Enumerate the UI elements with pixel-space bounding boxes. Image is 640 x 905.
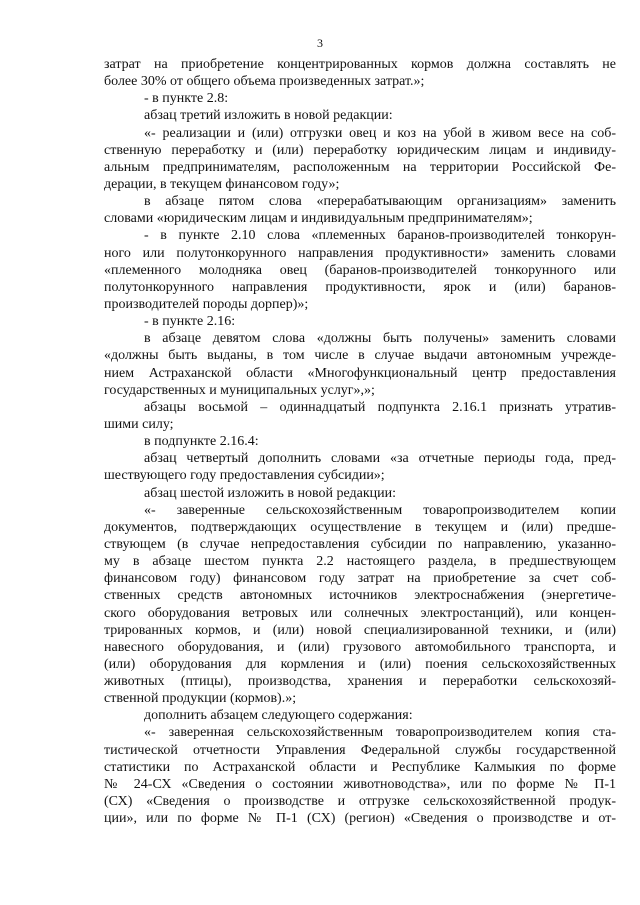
text-line: в подпункте 2.16.4:	[144, 434, 259, 450]
text-line: государственных и муниципальных услуг»,»;	[104, 382, 375, 398]
text-line: в абзаце девятом слова «должны быть получены» заменить словами	[144, 331, 616, 347]
text-line: «племенного молодняка овец (баранов-производителей тонкорунного или	[104, 262, 616, 278]
text-line: «- заверенные сельскохозяйственным товаропроизводителем копии	[144, 502, 616, 518]
text-line: ственную переработку и (или) переработку юридическим лицам и индивиду-	[104, 142, 616, 158]
text-line: более 30% от общего объема произведенных затрат.»;	[104, 74, 425, 90]
text-line: финансовом году) финансовом году затрат на приобретение за счет соб-	[104, 571, 616, 587]
text-line: абзац четвертый дополнить словами «за отчетные периоды года, пред-	[144, 451, 616, 467]
text-line: шествующего году предоставления субсидии»;	[104, 468, 385, 484]
text-line: - в пункте 2.10 слова «племенных баранов-производителей тонкорун-	[144, 228, 616, 244]
text-line: в абзаце пятом слова «перерабатывающим организациям» заменить	[144, 194, 616, 210]
text-line: шими силу;	[104, 416, 174, 432]
text-line: ственных средств автономных источников электроснабжения (энергетиче-	[104, 588, 616, 604]
text-line: документов, подтверждающих осуществление в текущем и (или) предше-	[104, 519, 616, 535]
text-line: трированных кормов, и (или) новой специализированной техники, и (или)	[104, 622, 616, 638]
text-line: нием Астраханской области «Многофункциональный центр предоставления	[104, 365, 616, 381]
text-line: абзацы восьмой – одиннадцатый подпункта 2.16.1 признать утратив-	[144, 399, 616, 415]
text-line: дерации, в текущем финансовом году»;	[104, 176, 340, 192]
text-line: ского оборудования ветровых или солнечных электростанций), или концен-	[104, 605, 616, 621]
text-line: ции», или по форме № П-1 (СХ) (регион) «Сведения о производстве и от-	[104, 811, 616, 827]
text-line: абзац шестой изложить в новой редакции:	[144, 485, 397, 501]
text-line: му в абзаце шестом пункта 2.2 настоящего раздела, в предшествующем	[104, 554, 616, 570]
text-line: «- реализации и (или) отгрузки овец и коз на убой в живом весе на соб-	[144, 125, 616, 141]
text-line: статистики по Астраханской области и Республике Калмыкия по форме	[104, 759, 616, 775]
page-number: 3	[317, 36, 323, 50]
text-line: затрат на приобретение концентрированных кормов должна составлять не	[104, 57, 616, 72]
text-line: ственной продукции (кормов).»;	[104, 691, 297, 707]
text-line: (или) оборудования для кормления и (или) поения сельскохозяйственных	[104, 656, 616, 672]
text-line: ствующем (в случае непредоставления субсидии по направлению, указанно-	[104, 536, 616, 552]
document-body	[104, 56, 616, 827]
text-line: «должны быть выданы, в том числе в случае выдачи автономным учрежде-	[104, 348, 616, 364]
text-line: - в пункте 2.8:	[144, 91, 229, 107]
text-line: словами «юридическим лицам и индивидуальным предпринимателям»;	[104, 211, 533, 227]
text-line: тистической отчетности Управления Федеральной службы государственной	[104, 742, 616, 758]
text-line: - в пункте 2.16:	[144, 314, 236, 330]
text-line: № 24-СХ «Сведения о состоянии животноводства», или по форме № П-1	[104, 776, 616, 792]
text-line: дополнить абзацем следующего содержания:	[144, 708, 413, 724]
text-line: абзац третий изложить в новой редакции:	[144, 108, 393, 124]
text-line: альным предпринимателям, расположенным на территории Российской Фе-	[104, 159, 616, 175]
text-line: животных (птицы), производства, хранения и переработки сельскохозяй-	[104, 674, 616, 690]
text-line: ного или полутонкорунного направления продуктивности» заменить словами	[104, 245, 616, 261]
text-line: навесного оборудования, и (или) грузового автомобильного транспорта, и	[104, 639, 616, 655]
text-line: полутонкорунного направления продуктивности, ярок и (или) баранов-	[104, 279, 616, 295]
text-line: «- заверенная сельскохозяйственным товаропроизводителем копия ста-	[144, 725, 616, 741]
text-line: производителей породы дорпер)»;	[104, 296, 309, 312]
text-line: (СХ) «Сведения о производстве и отгрузке сельскохозяйственной продук-	[104, 794, 616, 810]
